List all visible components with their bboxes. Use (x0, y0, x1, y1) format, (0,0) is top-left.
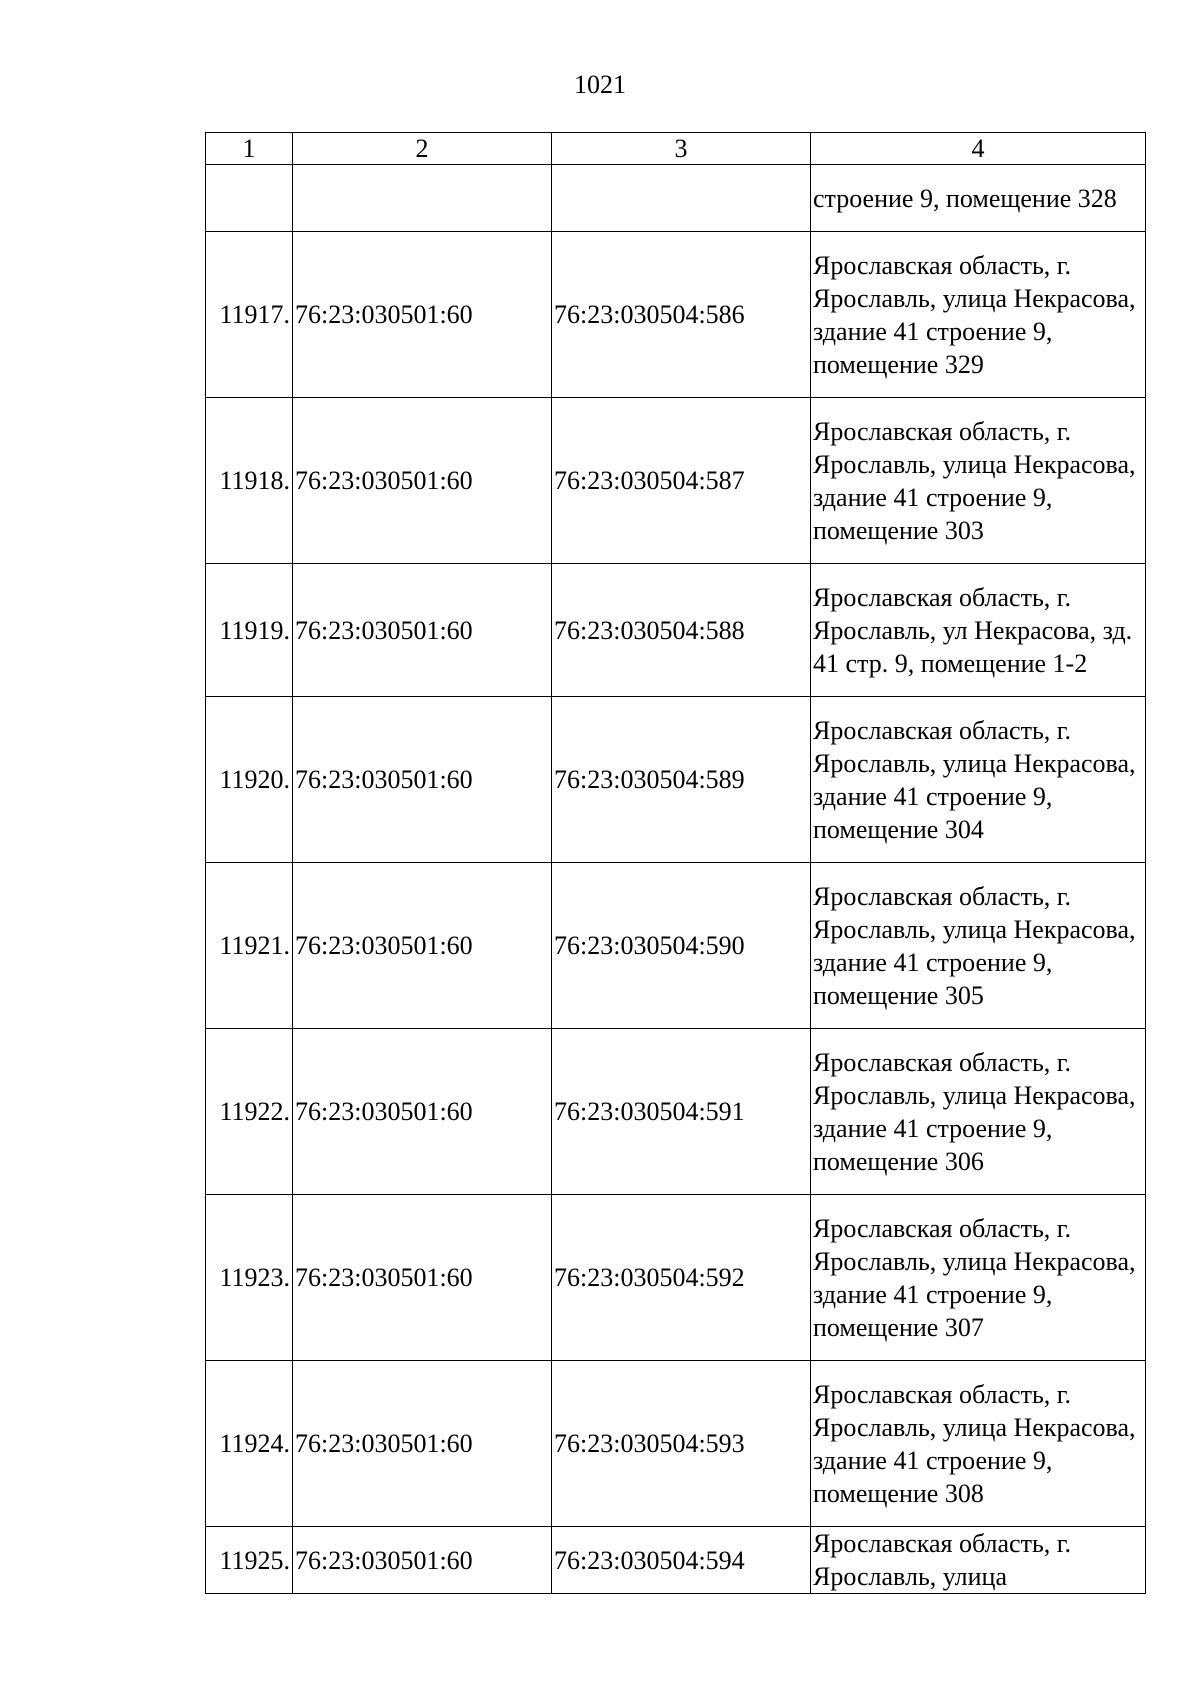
parcel-cadastral-number: 76:23:030501:60 (293, 1029, 552, 1195)
address-cell: Ярославская область, г. Ярославль, улица Некрасова, здание 41 строение 9, помещение 308 (811, 1361, 1146, 1527)
row-number: 11923. (206, 1195, 293, 1361)
address-cell: Ярославская область, г. Ярославль, улица Некрасова, здание 41 строение 9, помещение 307 (811, 1195, 1146, 1361)
address-cell: строение 9, помещение 328 (811, 165, 1146, 232)
object-cadastral-number: 76:23:030504:592 (552, 1195, 811, 1361)
table-row (206, 232, 1146, 398)
parcel-cadastral-number: 76:23:030501:60 (293, 1195, 552, 1361)
row-number: 11917. (206, 232, 293, 398)
row-number (206, 165, 293, 232)
address-cell: Ярославская область, г. Ярославль, улица Некрасова, здание 41 строение 9, помещение 306 (811, 1029, 1146, 1195)
address-cell: Ярославская область, г. Ярославль, улица (811, 1527, 1146, 1594)
object-cadastral-number (552, 165, 811, 232)
parcel-cadastral-number: 76:23:030501:60 (293, 564, 552, 697)
column-header-3: 3 (552, 133, 811, 165)
parcel-cadastral-number: 76:23:030501:60 (293, 697, 552, 863)
row-number: 11921. (206, 863, 293, 1029)
address-cell: Ярославская область, г. Ярославль, улица Некрасова, здание 41 строение 9, помещение 303 (811, 398, 1146, 564)
object-cadastral-number: 76:23:030504:589 (552, 697, 811, 863)
object-cadastral-number: 76:23:030504:586 (552, 232, 811, 398)
parcel-cadastral-number: 76:23:030501:60 (293, 1361, 552, 1527)
object-cadastral-number: 76:23:030504:588 (552, 564, 811, 697)
row-number: 11925. (206, 1527, 293, 1594)
column-header-4: 4 (811, 133, 1146, 165)
registry-table (205, 132, 1146, 1594)
parcel-cadastral-number: 76:23:030501:60 (293, 398, 552, 564)
page-number: 1021 (574, 70, 626, 99)
object-cadastral-number: 76:23:030504:591 (552, 1029, 811, 1195)
table-row (206, 564, 1146, 697)
object-cadastral-number: 76:23:030504:594 (552, 1527, 811, 1594)
address-cell: Ярославская область, г. Ярославль, ул Некрасова, зд. 41 стр. 9, помещение 1-2 (811, 564, 1146, 697)
parcel-cadastral-number: 76:23:030501:60 (293, 863, 552, 1029)
table-row (206, 1527, 1146, 1594)
table-row (206, 863, 1146, 1029)
column-header-2: 2 (293, 133, 552, 165)
row-number: 11918. (206, 398, 293, 564)
table-row (206, 1029, 1146, 1195)
object-cadastral-number: 76:23:030504:593 (552, 1361, 811, 1527)
row-number: 11922. (206, 1029, 293, 1195)
parcel-cadastral-number: 76:23:030501:60 (293, 232, 552, 398)
table-row (206, 165, 1146, 232)
table-row (206, 697, 1146, 863)
row-number: 11919. (206, 564, 293, 697)
address-cell: Ярославская область, г. Ярославль, улица Некрасова, здание 41 строение 9, помещение 329 (811, 232, 1146, 398)
row-number: 11924. (206, 1361, 293, 1527)
table-row (206, 1195, 1146, 1361)
parcel-cadastral-number: 76:23:030501:60 (293, 1527, 552, 1594)
object-cadastral-number: 76:23:030504:590 (552, 863, 811, 1029)
table-header-row (206, 133, 1146, 165)
object-cadastral-number: 76:23:030504:587 (552, 398, 811, 564)
row-number: 11920. (206, 697, 293, 863)
parcel-cadastral-number (293, 165, 552, 232)
column-header-1: 1 (206, 133, 293, 165)
table-row (206, 398, 1146, 564)
table-row (206, 1361, 1146, 1527)
address-cell: Ярославская область, г. Ярославль, улица Некрасова, здание 41 строение 9, помещение 304 (811, 697, 1146, 863)
address-cell: Ярославская область, г. Ярославль, улица Некрасова, здание 41 строение 9, помещение 305 (811, 863, 1146, 1029)
